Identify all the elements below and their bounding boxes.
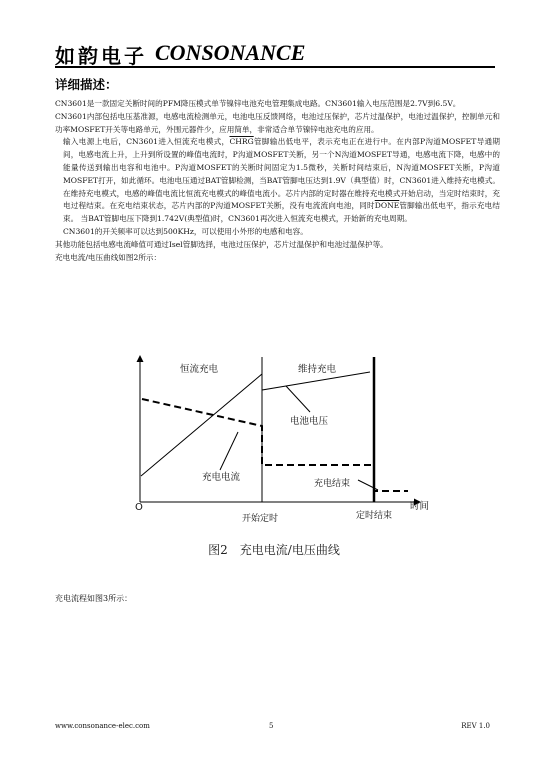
paragraph-operation-a: 输入电源上电后，CN3601进入恒流充电模式， [63, 137, 230, 147]
brand-english-name: CONSONANCE [155, 40, 306, 65]
label-maintain-charge: 维持充电 [298, 364, 337, 375]
revision-label: REV 1.0 [461, 722, 490, 730]
paragraph-operation-b: 管脚输出低电平，表示充电正在进行中。在内部P沟道MOSFET导通期间，电感电流上升，上升到所设置的峰值电流时，P沟道MOSFET关断，另一个N沟道MOSFET导通，电感电流下降，电感中的能量传送到输出电容和电池中。P沟道MOSFET的关断时间固定为1.5微秒，关断时间结束后，N沟道MOSFET关断，P沟道MOSFET打开，如此循环。电池电压通过BAT管脚检测，当BAT管脚电压达到1.9V（典型值）时，CN3601进入维持充电模式。在维持充电模式，电感的峰值电流比恒流充电模式的峰值电流小。芯片内部的定时器在维持充电模式开始启动，当定时结束时，充电过程结束。在充电结束状态，芯片内部的P沟道MOSFET关断，没有电流流向电池，同时 [63, 137, 501, 211]
page-number: 5 [269, 722, 274, 730]
paragraph-operation-c: 管脚输出低电平，指示充电结束。 当BAT管脚电压下降到1.742V(典型值)时，CN3601再次进入恒流充电模式，开始新的充电周期。 [63, 201, 501, 224]
current-pointer-line [220, 432, 238, 470]
description-body [55, 98, 500, 264]
label-battery-voltage: 电池电压 [290, 416, 329, 427]
footer-url: www.consonance-elec.com [55, 722, 150, 730]
charge-curve-figure [120, 352, 440, 532]
chrg-pin-name: CHRG [229, 137, 254, 147]
figure-caption: 图2 充电电流/电压曲线 [208, 543, 340, 557]
label-timer-start: 开始定时 [242, 514, 279, 524]
label-charge-current: 充电电流 [202, 472, 241, 483]
label-charge-end: 充电结束 [314, 479, 351, 489]
paragraph-other-features: 其他功能包括电感电流峰值可通过Isel管脚选择，电池过压保护，芯片过温保护和电池过温保护等。 [55, 239, 388, 249]
paragraph-frequency: CN3601的开关频率可以达到500KHz，可以使用小外形的电感和电容。 [63, 226, 308, 236]
label-origin: O [135, 502, 143, 513]
paragraph-internal: CN3601内部包括电压基准源，电感电流检测单元，电池电压反馈网络，电池过压保护，芯片过温保护，电池过温保护，控制单元和功率MOSFET开关等电路单元，外围元器件少，应用简单，非常适合单节镍锌电池充电的应用。 [55, 111, 500, 134]
label-constant-current: 恒流充电 [180, 364, 219, 375]
paragraph-intro: CN3601是一款固定关断时间的PFM降压模式单节镍锌电池充电管理集成电路。CN3601输入电压范围是2.7V到6.5V。 [55, 99, 461, 108]
charge-curve-diagram [120, 352, 440, 532]
voltage-pointer-line [286, 386, 310, 412]
brand-chinese-name: 如韵电子 [55, 44, 147, 68]
flow-reference-text: 充电流程如图3所示： [55, 594, 133, 603]
header-rule [55, 66, 495, 68]
charge-current-curve [142, 399, 408, 491]
paragraph-operation [55, 136, 500, 226]
paragraph-curve-ref: 充电电流/电压曲线如图2所示： [55, 252, 162, 262]
label-time-axis: 时间 [410, 501, 430, 512]
done-pin-name: DONE [374, 201, 400, 211]
section-title: 详细描述： [55, 77, 118, 92]
label-timer-end: 定时结束 [356, 511, 393, 521]
